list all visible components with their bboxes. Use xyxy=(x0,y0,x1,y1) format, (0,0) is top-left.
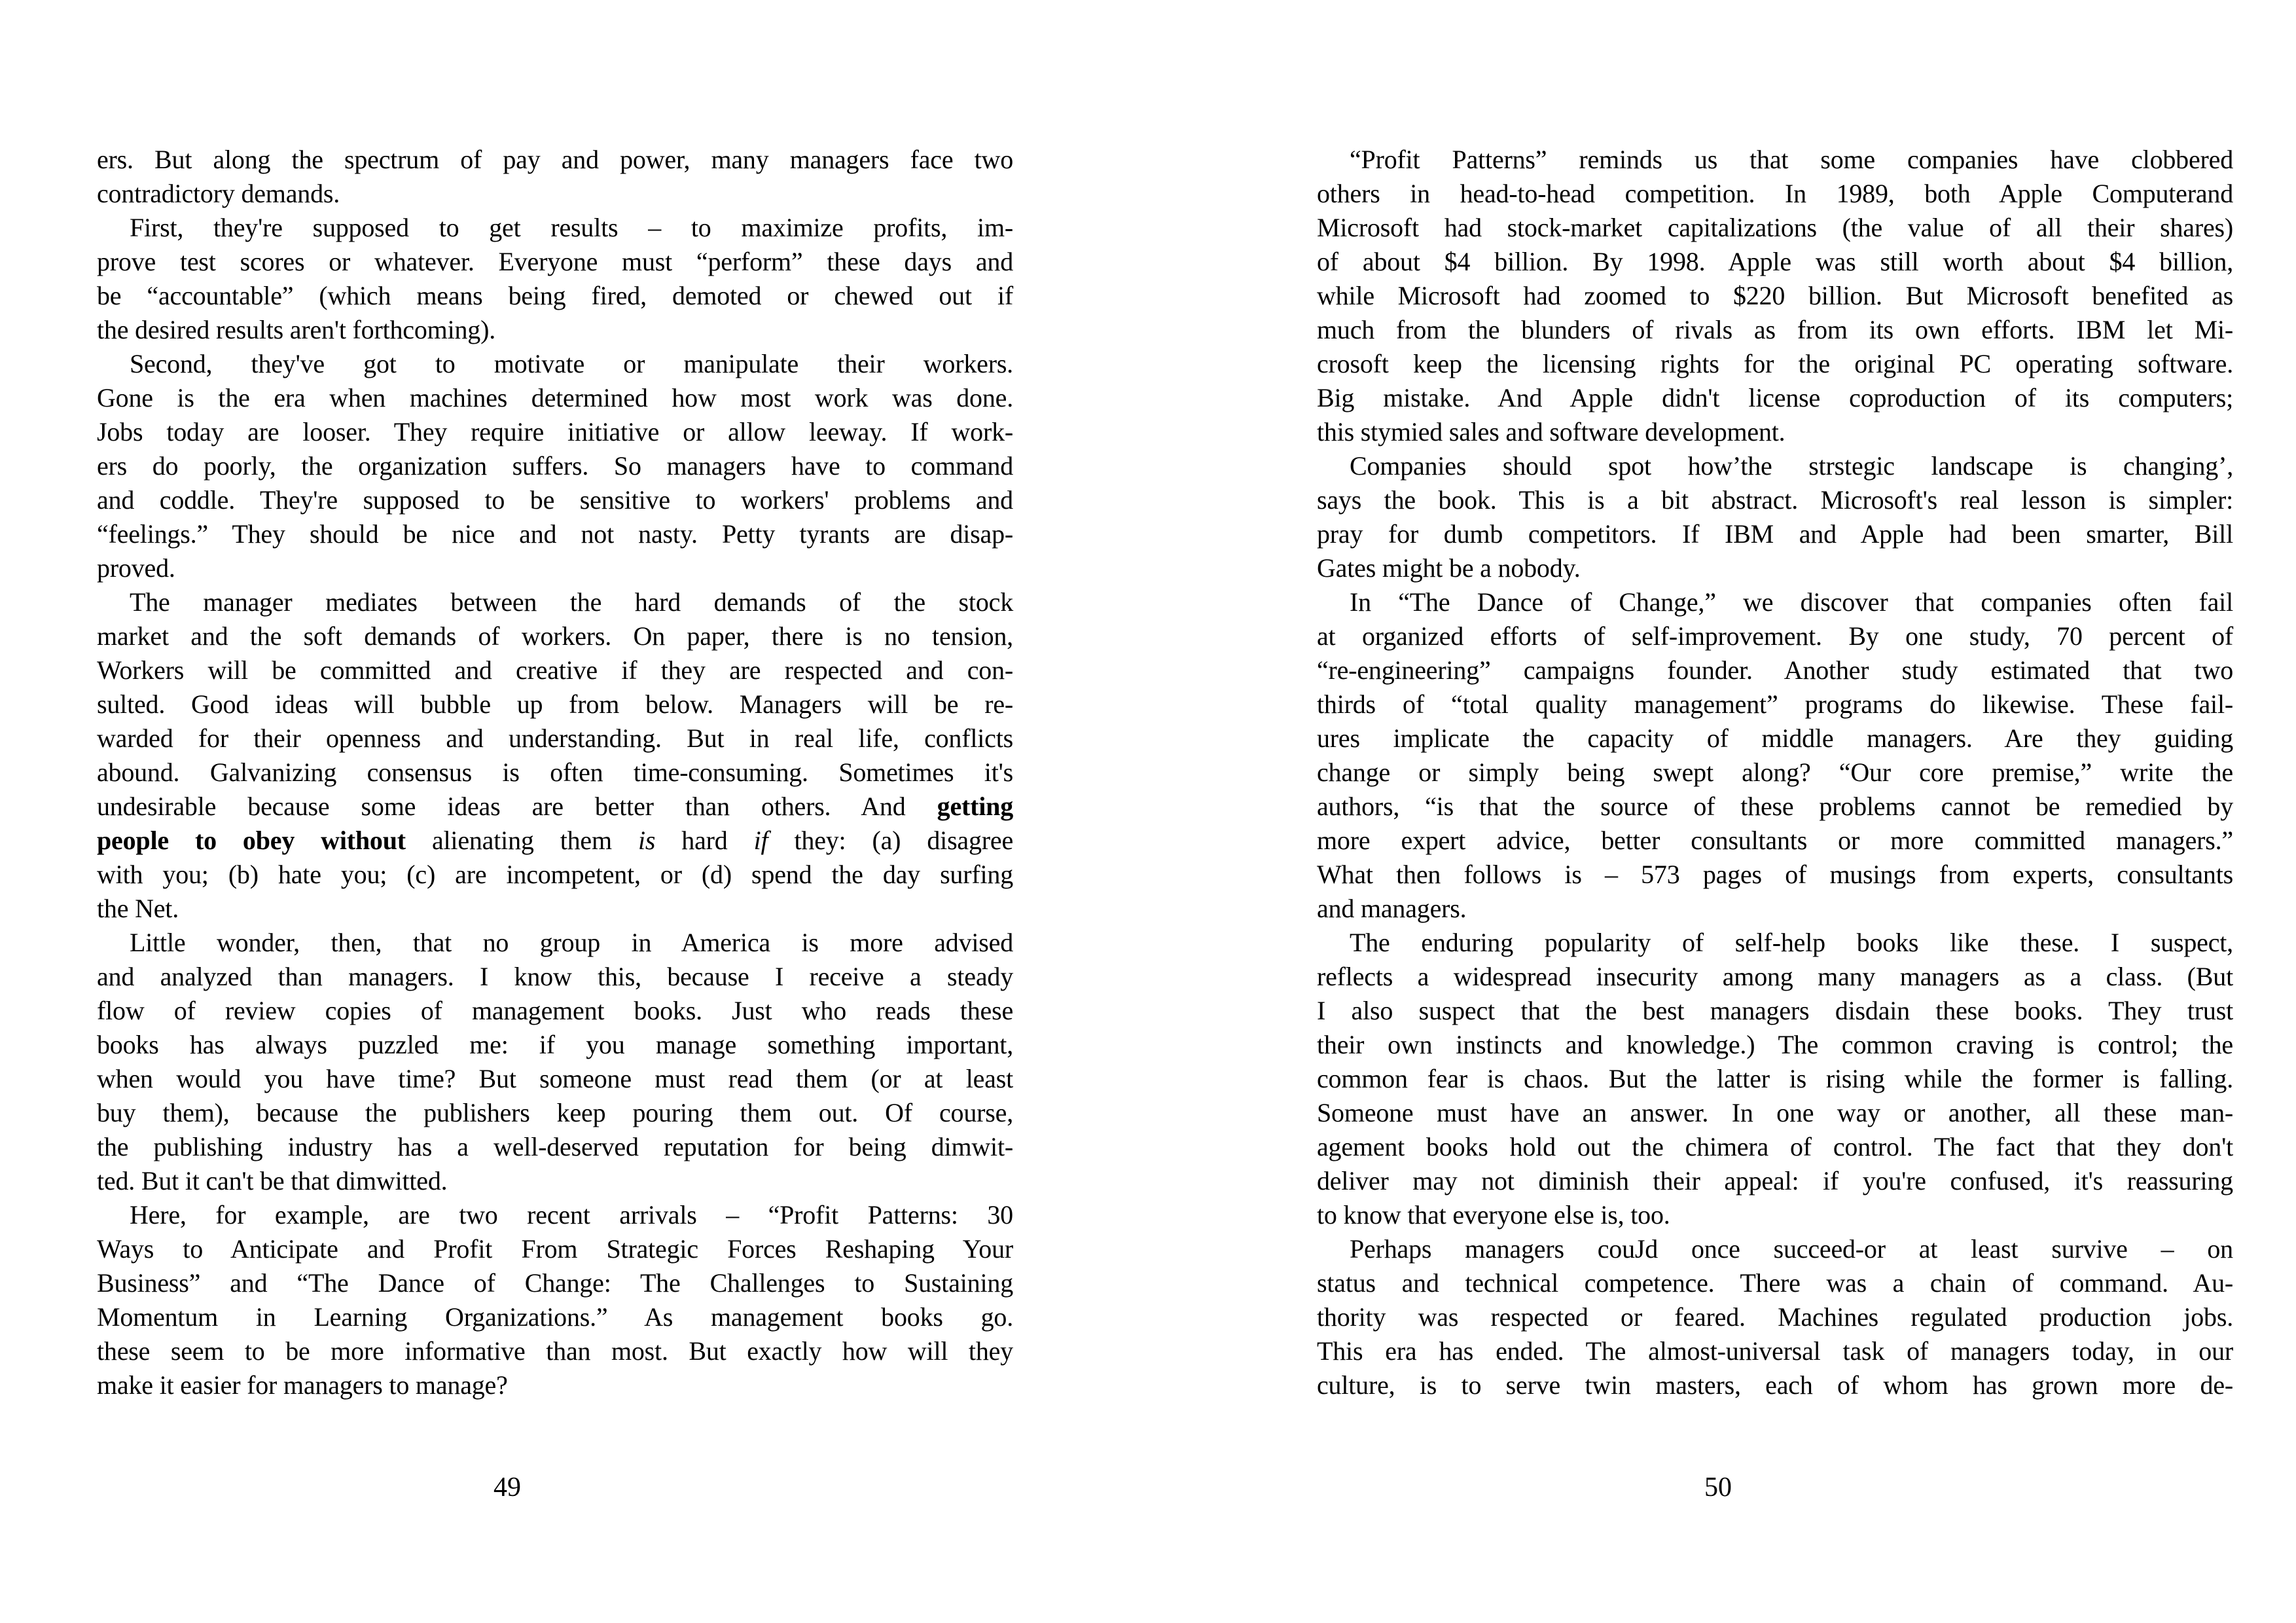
text-line: common fear is chaos. But the latter is rising while the former is falling. xyxy=(1317,1064,2233,1093)
text-line: Microsoft had stock-market capitalizations (the value of all their shares) xyxy=(1317,213,2233,242)
text-line: Gone is the era when machines determined how most work was done. xyxy=(97,383,1013,412)
text-line: Business” and “The Dance of Change: The Challenges to Sustaining xyxy=(97,1268,1013,1298)
paragraph xyxy=(1317,926,2233,1232)
text-line: ers. But along the spectrum of pay and power, many managers face two xyxy=(97,145,1013,174)
text-line: market and the soft demands of workers. On paper, there is no tension, xyxy=(97,621,1013,651)
text-line: authors, “is that the source of these problems cannot be remedied by xyxy=(1317,792,2233,821)
text-line: Workers will be committed and creative if they are respected and con- xyxy=(97,655,1013,685)
text-line: this stymied sales and software development. xyxy=(1317,417,1785,447)
paragraph xyxy=(1317,449,2233,585)
text-line: with you; (b) hate you; (c) are incompetent, or (d) spend the day surfing xyxy=(97,860,1013,889)
text-line: their own instincts and knowledge.) The common craving is control; the xyxy=(1317,1030,2233,1059)
text-line: thirds of “total quality management” programs do likewise. These fail- xyxy=(1317,689,2233,719)
text-line: reflects a widespread insecurity among many managers as a class. (But xyxy=(1317,962,2233,991)
text-line: I also suspect that the best managers disdain these books. They trust xyxy=(1317,996,2233,1025)
paragraph xyxy=(97,926,1013,1198)
text-line: of about $4 billion. By 1998. Apple was still worth about $4 billion, xyxy=(1317,247,2233,276)
text-line: agement books hold out the chimera of control. The fact that they don't xyxy=(1317,1132,2233,1161)
italic-text-run: is xyxy=(637,826,656,855)
paragraph xyxy=(1317,1232,2233,1402)
text-line: abound. Galvanizing consensus is often time-consuming. Sometimes it's xyxy=(97,757,1013,787)
text-line: make it easier for managers to manage? xyxy=(97,1370,508,1400)
page-number-right: 50 xyxy=(1704,1472,1732,1503)
text-line: Little wonder, then, that no group in America is more advised xyxy=(130,928,1013,957)
text-line: Perhaps managers couJd once succeed-or at least survive – on xyxy=(1350,1234,2233,1264)
text-line: others in head-to-head competition. In 1989, both Apple Computerand xyxy=(1317,179,2233,208)
text-line: crosoft keep the licensing rights for the original PC operating software. xyxy=(1317,349,2233,378)
text-line: deliver may not diminish their appeal: if you're confused, it's reassuring xyxy=(1317,1166,2233,1195)
paragraph xyxy=(97,347,1013,585)
bold-text-run: getting xyxy=(937,792,1013,821)
text-line: This era has ended. The almost-universal task of managers today, in our xyxy=(1317,1336,2233,1366)
text-line: more expert advice, better consultants or more committed managers.” xyxy=(1317,826,2233,855)
text-line: status and technical competence. There was a chain of command. Au- xyxy=(1317,1268,2233,1298)
text-line: Gates might be a nobody. xyxy=(1317,553,1581,583)
text-line: the publishing industry has a well-deserved reputation for being dimwit- xyxy=(97,1132,1013,1161)
text-line: and managers. xyxy=(1317,894,1467,923)
text-line: to know that everyone else is, too. xyxy=(1317,1200,1670,1230)
text-line: Big mistake. And Apple didn't license coproduction of its computers; xyxy=(1317,383,2233,412)
text-line: Someone must have an answer. In one way or another, all these man- xyxy=(1317,1098,2233,1127)
text-line: ers do poorly, the organization suffers. So managers have to command xyxy=(97,451,1013,481)
text-line: What then follows is – 573 pages of musings from experts, consultants xyxy=(1317,860,2233,889)
text-run: alienating them xyxy=(405,826,638,855)
paragraph xyxy=(97,1198,1013,1402)
text-line: Jobs today are looser. They require initiative or allow leeway. If work- xyxy=(97,417,1013,447)
bold-text-run: people to obey without xyxy=(97,826,406,855)
text-line: flow of review copies of management books. Just who reads these xyxy=(97,996,1013,1025)
text-line: and coddle. They're supposed to be sensitive to workers' problems and xyxy=(97,485,1013,515)
text-line: thority was respected or feared. Machines regulated production jobs. xyxy=(1317,1302,2233,1332)
text-line: pray for dumb competitors. If IBM and Apple had been smarter, Bill xyxy=(1317,519,2233,549)
text-line: “feelings.” They should be nice and not nasty. Petty tyrants are disap- xyxy=(97,519,1013,549)
text-line: ted. But it can't be that dimwitted. xyxy=(97,1166,448,1195)
text-line: the Net. xyxy=(97,894,179,923)
text-line: sulted. Good ideas will bubble up from below. Managers will be re- xyxy=(97,689,1013,719)
text-line: The manager mediates between the hard demands of the stock xyxy=(130,587,1013,617)
text-line: First, they're supposed to get results – to maximize profits, im- xyxy=(130,213,1013,242)
text-line: warded for their openness and understanding. But in real life, conflicts xyxy=(97,723,1013,753)
text-line: says the book. This is a bit abstract. Microsoft's real lesson is simpler: xyxy=(1317,485,2233,515)
text-line: In “The Dance of Change,” we discover that companies often fail xyxy=(1350,587,2233,617)
right-page-text-column xyxy=(1317,143,2233,1402)
text-line: change or simply being swept along? “Our core premise,” write the xyxy=(1317,757,2233,787)
paragraph xyxy=(97,211,1013,347)
text-line: at organized efforts of self-improvement. By one study, 70 percent of xyxy=(1317,621,2233,651)
text-run: undesirable because some ideas are better than others. And xyxy=(97,792,937,821)
text-line: ures implicate the capacity of middle managers. Are they guiding xyxy=(1317,723,2233,753)
text-line: culture, is to serve twin masters, each of whom has grown more de- xyxy=(1317,1370,2233,1400)
paragraph xyxy=(97,143,1013,211)
text-line: while Microsoft had zoomed to $220 billion. But Microsoft benefited as xyxy=(1317,281,2233,310)
text-line: be “accountable” (which means being fired, demoted or chewed out if xyxy=(97,281,1013,310)
text-line: prove test scores or whatever. Everyone must “perform” these days and xyxy=(97,247,1013,276)
text-line: when would you have time? But someone must read them (or at least xyxy=(97,1064,1013,1093)
paragraph xyxy=(1317,143,2233,449)
text-line: books has always puzzled me: if you manage something important, xyxy=(97,1030,1013,1059)
paragraph xyxy=(97,585,1013,926)
text-run: they: (a) disagree xyxy=(768,826,1014,855)
text-line: the desired results aren't forthcoming). xyxy=(97,315,496,344)
text-line: Momentum in Learning Organizations.” As management books go. xyxy=(97,1302,1013,1332)
text-line: these seem to be more informative than most. But exactly how will they xyxy=(97,1336,1013,1366)
text-line: The enduring popularity of self-help books like these. I suspect, xyxy=(1350,928,2233,957)
text-line: proved. xyxy=(97,553,175,583)
paragraph xyxy=(1317,585,2233,926)
text-line: Companies should spot how’the strstegic landscape is changing’, xyxy=(1350,451,2233,481)
text-line: Here, for example, are two recent arrivals – “Profit Patterns: 30 xyxy=(130,1200,1013,1230)
text-line: contradictory demands. xyxy=(97,179,340,208)
text-line: Ways to Anticipate and Profit From Strategic Forces Reshaping Your xyxy=(97,1234,1013,1264)
text-run: hard xyxy=(655,826,754,855)
text-line: “Profit Patterns” reminds us that some companies have clobbered xyxy=(1350,145,2233,174)
text-line: buy them), because the publishers keep pouring them out. Of course, xyxy=(97,1098,1013,1127)
text-line: much from the blunders of rivals as from its own efforts. IBM let Mi- xyxy=(1317,315,2233,344)
text-line xyxy=(97,790,1013,824)
text-line: and analyzed than managers. I know this, because I receive a steady xyxy=(97,962,1013,991)
italic-text-run: if xyxy=(753,826,768,855)
page-number-left: 49 xyxy=(493,1472,521,1503)
left-page-text-column xyxy=(97,143,1013,1402)
text-line: Second, they've got to motivate or manipulate their workers. xyxy=(130,349,1013,378)
text-line xyxy=(97,824,1013,858)
text-line: “re-engineering” campaigns founder. Another study estimated that two xyxy=(1317,655,2233,685)
